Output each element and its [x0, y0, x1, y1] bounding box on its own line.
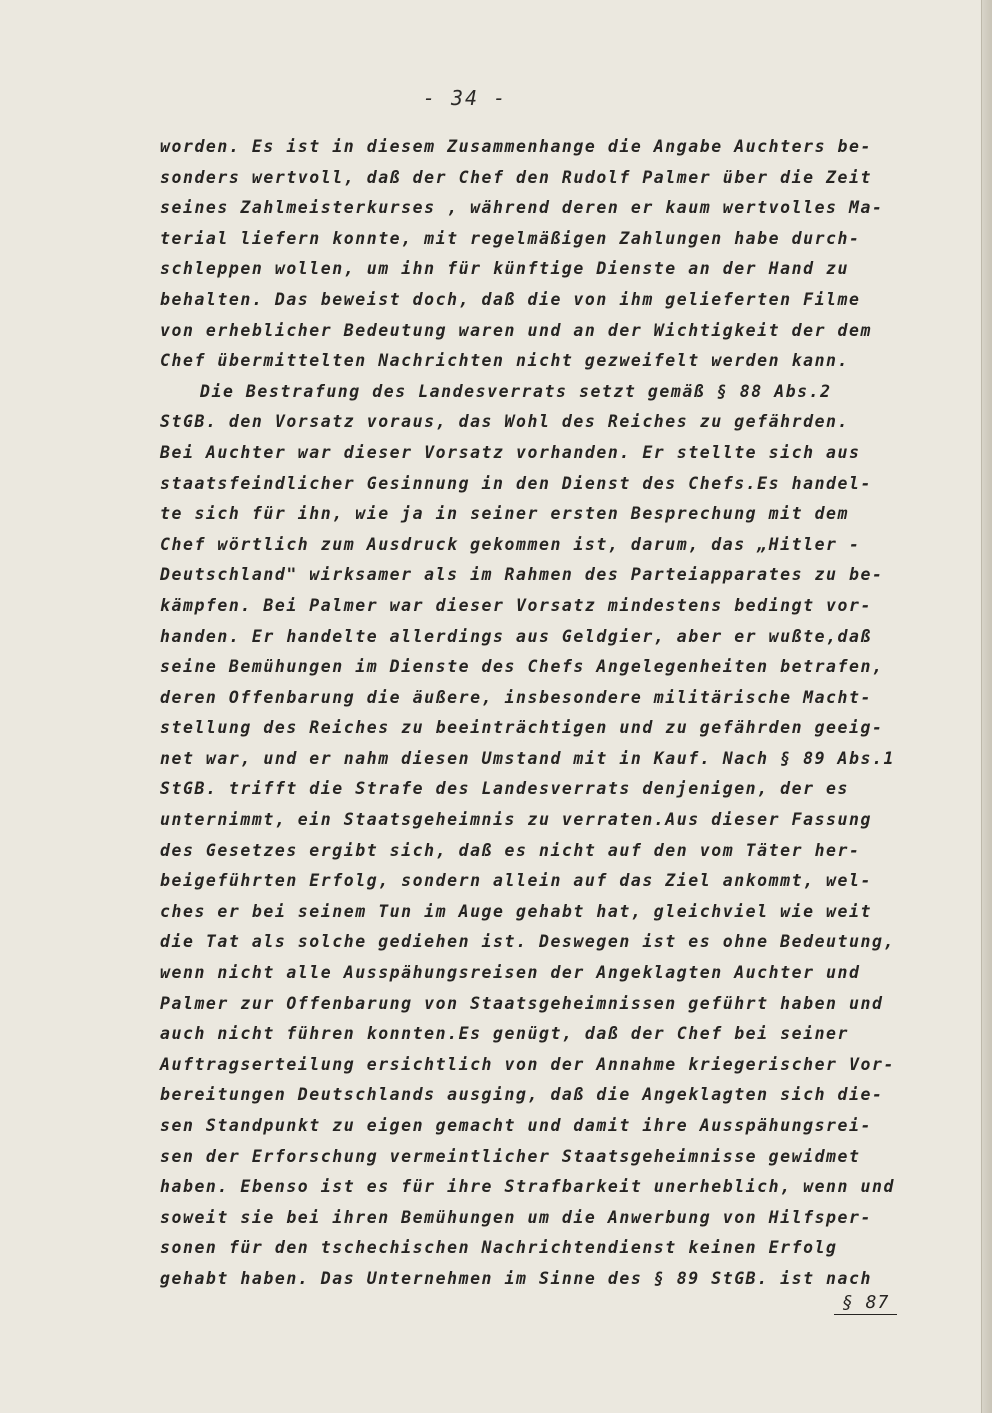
text-line: des Gesetzes ergibt sich, daß es nicht auf den vom Täter her-: [160, 840, 861, 860]
text-line: behalten. Das beweist doch, daß die von ihm gelieferten Filme: [160, 289, 861, 309]
page-number: - 34 -: [422, 86, 508, 110]
text-line: sonen für den tschechischen Nachrichtendienst keinen Erfolg: [160, 1238, 838, 1258]
text-line: gehabt haben. Das Unternehmen im Sinne des § 89 StGB. ist nach: [160, 1268, 872, 1288]
text-line: net war, und er nahm diesen Umstand mit in Kauf. Nach § 89 Abs.1: [160, 748, 895, 768]
body-text: [160, 132, 960, 1295]
text-line: Deutschland" wirksamer als im Rahmen des Parteiapparates zu be-: [160, 565, 884, 585]
text-line: unternimmt, ein Staatsgeheimnis zu verraten.Aus dieser Fassung: [160, 810, 872, 830]
text-line: StGB. trifft die Strafe des Landesverrats denjenigen, der es: [160, 779, 850, 799]
text-line: sen der Erforschung vermeintlicher Staatsgeheimnisse gewidmet: [160, 1146, 861, 1166]
text-line: seine Bemühungen im Dienste des Chefs Angelegenheiten betrafen,: [160, 657, 884, 677]
text-line: terial liefern konnte, mit regelmäßigen Zahlungen habe durch-: [160, 228, 861, 248]
text-line: stellung des Reiches zu beeinträchtigen und zu gefährden geeig-: [160, 718, 884, 738]
text-line: Chef übermittelten Nachrichten nicht gezweifelt werden kann.: [160, 351, 850, 371]
text-line: worden. Es ist in diesem Zusammenhange die Angabe Auchters be-: [160, 137, 872, 156]
text-line: Bei Auchter war dieser Vorsatz vorhanden. Er stellte sich aus: [160, 442, 861, 462]
text-line: Chef wörtlich zum Ausdruck gekommen ist, darum, das „Hitler -: [160, 534, 861, 554]
text-line: te sich für ihn, wie ja in seiner ersten Besprechung mit dem: [160, 504, 850, 524]
text-line: deren Offenbarung die äußere, insbesondere militärische Macht-: [160, 687, 872, 707]
text-line: wenn nicht alle Ausspähungsreisen der Angeklagten Auchter und: [160, 963, 861, 983]
text-line: Die Bestrafung des Landesverrats setzt gemäß § 88 Abs.2: [200, 381, 832, 401]
text-line: haben. Ebenso ist es für ihre Strafbarkeit unerheblich, wenn und: [160, 1177, 895, 1197]
text-line: kämpfen. Bei Palmer war dieser Vorsatz mindestens bedingt vor-: [160, 595, 872, 615]
catchword: § 87: [834, 1292, 897, 1315]
text-line: auch nicht führen konnten.Es genügt, daß der Chef bei seiner: [160, 1024, 850, 1044]
text-line: Auftragserteilung ersichtlich von der Annahme kriegerischer Vor-: [160, 1054, 895, 1074]
text-line: die Tat als solche gediehen ist. Deswegen ist es ohne Bedeutung,: [160, 932, 895, 952]
text-line: Palmer zur Offenbarung von Staatsgeheimnissen geführt haben und: [160, 993, 884, 1013]
text-line: sen Standpunkt zu eigen gemacht und damit ihre Ausspähungsrei-: [160, 1116, 872, 1135]
text-line: handen. Er handelte allerdings aus Geldgier, aber er wußte,daß: [160, 626, 872, 646]
text-line: sonders wertvoll, daß der Chef den Rudolf Palmer über die Zeit: [160, 167, 872, 187]
text-line: staatsfeindlicher Gesinnung in den Dienst des Chefs.Es handel-: [160, 473, 872, 493]
text-line: seines Zahlmeisterkurses , während deren er kaum wertvolles Ma-: [160, 198, 884, 218]
text-line: soweit sie bei ihren Bemühungen um die Anwerbung von Hilfsper-: [160, 1207, 872, 1227]
text-line: StGB. den Vorsatz voraus, das Wohl des Reiches zu gefährden.: [160, 412, 850, 432]
text-line: beigeführten Erfolg, sondern allein auf das Ziel ankommt, wel-: [160, 871, 872, 891]
page-edge: [981, 0, 992, 1413]
text-line: bereitungen Deutschlands ausging, daß die Angeklagten sich die-: [160, 1085, 884, 1105]
text-line: schleppen wollen, um ihn für künftige Dienste an der Hand zu: [160, 259, 850, 279]
text-line: von erheblicher Bedeutung waren und an der Wichtigkeit der dem: [160, 320, 872, 340]
text-line: ches er bei seinem Tun im Auge gehabt hat, gleichviel wie weit: [160, 901, 872, 921]
